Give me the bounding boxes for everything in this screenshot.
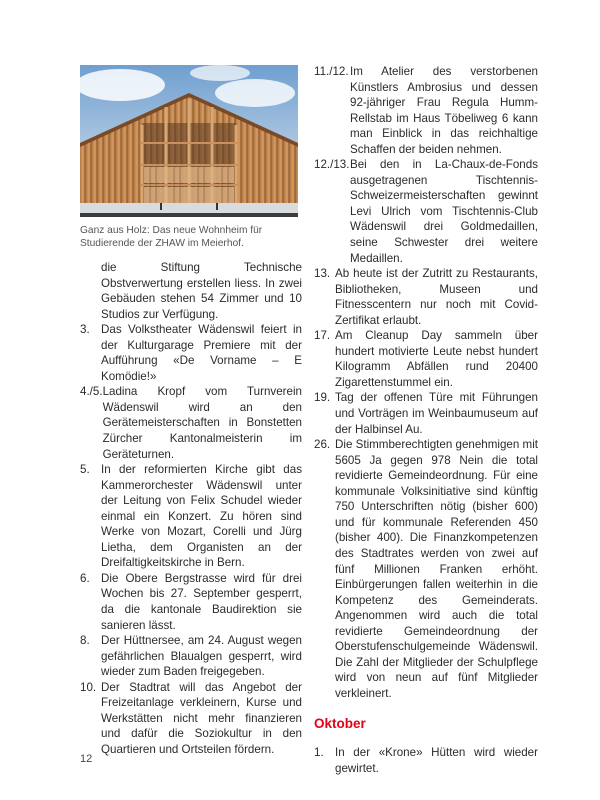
entry-date: 10. <box>80 680 97 694</box>
chronicle-entry <box>314 390 538 437</box>
continuation-paragraph: die Stiftung Technische Obstverwertung erstellen liess. In zwei Gebäuden stehen 54 Zimmer und 10 Studios zur Verfügung. <box>101 261 302 321</box>
entry-date: 8. <box>80 634 90 648</box>
entry-text: Am Cleanup Day sammeln über hundert motivierte Leute nebst hundert Kilogramm Abfällen rund 20400 Zigarettenstummel ein. <box>335 329 538 389</box>
entry-text: In der reformierten Kirche gibt das Kammerorchester Wädenswil unter der Leitung von Felix Schudel wieder einmal ein Konzert. Zu hören sind Werke von Mozart, Corelli und Jürg Lietha, dem Organisten an der Dreifaltigkeitskirche in Bern. <box>101 463 302 570</box>
entry-text: Die Stimmberechtigten genehmigen mit 5605 Ja gegen 978 Nein die total revidierte Gemeindeordnung. Für eine kommunale Volksinitiative sind künftig 750 Unterschriften nötig (bisher 600) und für kommunale Referenden 450 (bisher 400). Die Finanzkompetenzen des Stadtrates werden von zwei auf fünf Millionen Franken erhöht. Einbürgerungen fallen weiterhin in die Kompetenz des Gemeinderats. Angenommen wird auch die total revidierte Gemeindeordnung der Oberstufenschulgemeinde Wädenswil. Die Zahl der Mitglieder der Schulpflege wird von neun auf fünf Mitglieder verkleinert. <box>335 438 538 700</box>
chronicle-entry <box>314 437 538 701</box>
entry-date: 19. <box>314 391 331 405</box>
chronicle-entry <box>314 157 538 266</box>
building-photo <box>80 65 298 217</box>
entry-date: 1. <box>314 746 324 760</box>
entry-text: Das Volkstheater Wädenswil feiert in der Kulturgarage Premiere mit der Aufführung «De Vorname – E Komödie!» <box>101 323 302 383</box>
entry-date: 3. <box>80 323 90 337</box>
entry-text: Ladina Kropf vom Turnverein Wädenswil wird an den Gerätemeisterschaften in Bonstetten Zürcher Kantonalmeisterin im Geräteturnen. <box>102 385 302 461</box>
chronicle-entry <box>80 571 302 633</box>
chronicle-entry <box>80 633 302 680</box>
column-left <box>80 260 302 758</box>
chronicle-entry <box>80 384 302 462</box>
entry-date: 6. <box>80 571 90 585</box>
photo-caption: Ganz aus Holz: Das neue Wohnheim für Studierende der ZHAW im Meierhof. <box>80 225 263 249</box>
entry-text: Der Hüttnersee, am 24. August wegen gefährlichen Blaualgen gesperrt, wird wieder zum Baden freigegeben. <box>101 634 302 679</box>
entry-text: Die Obere Bergstrasse wird für drei Wochen bis 27. September gesperrt, da die kantonale Baudirektion sie sanieren lässt. <box>101 571 302 632</box>
page-number: 12 <box>80 753 93 765</box>
entry-text: Tag der offenen Türe mit Führungen und Vorträgen im Weinbaumuseum auf der Halbinsel Au. <box>335 391 538 436</box>
chronicle-entry <box>80 322 302 384</box>
column-right <box>314 64 538 777</box>
month-heading: Oktober <box>314 716 366 732</box>
wooden-building-image <box>80 65 298 217</box>
entry-text: Bei den in La-Chaux-de-Fonds ausgetragenen Tischtennis-Schweizermeisterschaften gewinnt Levi Ulrich vom Tischtennis-Club Wädenswil drei Goldmedaillen, seine Schwester drei weitere Medaillen. <box>350 158 538 265</box>
entry-date: 13. <box>314 267 331 281</box>
chronicle-entry <box>314 328 538 390</box>
entry-date: 11./12. <box>314 65 349 78</box>
chronicle-entry <box>314 745 538 776</box>
entry-text: Im Atelier des verstorbenen Künstlers Ambrosius und dessen 92-jähriger Frau Regula Humm-Rellstab im Haus Töbeliweg 6 kann man Einblick in das reichhaltige Schaffen der beiden nehmen. <box>350 65 538 156</box>
chronicle-entry <box>80 680 302 758</box>
chronicle-entry <box>314 64 538 157</box>
chronicle-entry <box>80 462 302 571</box>
entry-text: Der Stadtrat will das Angebot der Freizeitanlage verkleinern, Kurse und Werkstätten nicht mehr finanzieren und dafür die Soziokultur in den Quartieren und Ortsteilen fördern. <box>101 680 302 756</box>
entry-date: 12./13. <box>314 158 350 172</box>
entry-date: 4./5. <box>80 385 103 399</box>
entry-date: 5. <box>80 463 90 477</box>
chronicle-entry <box>314 266 538 328</box>
entry-date: 17. <box>314 329 331 343</box>
entry-text: Ab heute ist der Zutritt zu Restaurants, Bibliotheken, Museen und Fitnesscentern nur noch mit Covid-Zertifikat erlaubt. <box>335 267 538 327</box>
entry-date: 26. <box>314 438 331 452</box>
entry-text: In der «Krone» Hütten wird wieder gewirtet. <box>335 746 538 775</box>
